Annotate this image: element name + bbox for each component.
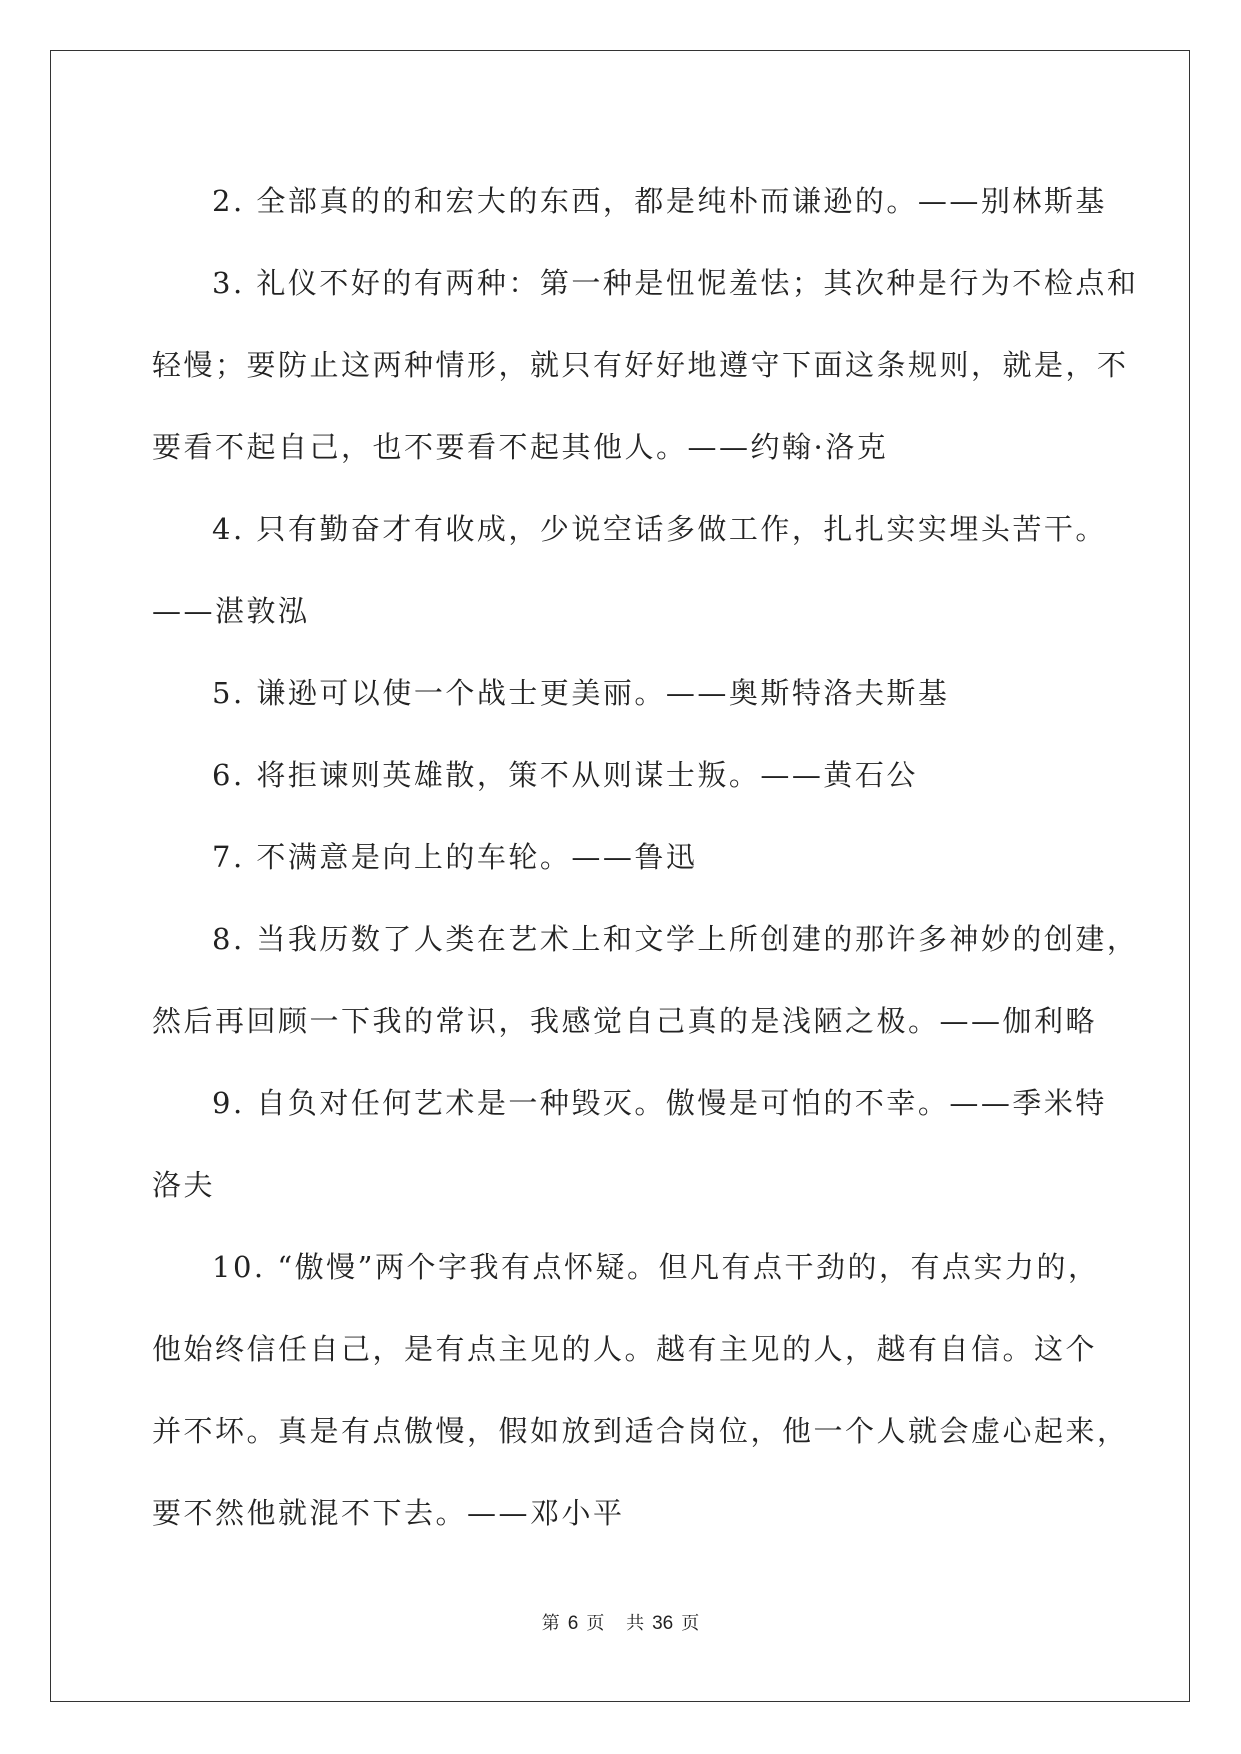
quote-line: 轻慢；要防止这两种情形，就只有好好地遵守下面这条规则，就是，不 <box>152 348 1129 382</box>
quote-line: 8. 当我历数了人类在艺术上和文学上所创建的那许多神妙的创建， <box>212 922 1139 956</box>
total-pages: 36 <box>652 1613 674 1634</box>
quote-line: ——湛敦泓 <box>152 594 310 628</box>
quote-line: 洛夫 <box>152 1168 216 1202</box>
quote-line: 要不然他就混不下去。——邓小平 <box>152 1496 625 1530</box>
quote-line: 4. 只有勤奋才有收成，少说空话多做工作，扎扎实实埋头苦干。 <box>212 512 1107 546</box>
quote-paragraph <box>152 1062 1107 1226</box>
quote-paragraph <box>152 160 1107 242</box>
quote-line: 10. “傲慢”两个字我有点怀疑。但凡有点干劲的，有点实力的， <box>212 1250 1100 1284</box>
total-prefix: 共 <box>626 1613 645 1634</box>
page-footer <box>0 1609 1241 1635</box>
quote-paragraph <box>152 242 1139 488</box>
page-indicator <box>538 1613 609 1634</box>
document-body <box>152 160 1139 1554</box>
quote-paragraph <box>152 734 1092 816</box>
quote-line: 他始终信任自己，是有点主见的人。越有主见的人，越有自信。这个 <box>152 1332 1098 1366</box>
quote-paragraph <box>152 898 1139 1062</box>
page-suffix: 页 <box>586 1613 605 1634</box>
page-number: 6 <box>567 1613 579 1634</box>
quote-line: 要看不起自己，也不要看不起其他人。——约翰·洛克 <box>152 430 889 464</box>
quote-line: 9. 自负对任何艺术是一种毁灭。傲慢是可怕的不幸。——季米特 <box>212 1086 1107 1120</box>
quote-line: 并不坏。真是有点傲慢，假如放到适合岗位，他一个人就会虚心起来， <box>152 1414 1129 1448</box>
page-prefix: 第 <box>541 1613 560 1634</box>
quote-line: 5. 谦逊可以使一个战士更美丽。——奥斯特洛夫斯基 <box>212 676 950 710</box>
total-suffix: 页 <box>681 1613 700 1634</box>
total-pages-indicator <box>622 1613 703 1634</box>
quote-paragraph <box>152 1226 1129 1554</box>
quote-paragraph <box>152 488 1107 652</box>
quote-line: 2. 全部真的的和宏大的东西，都是纯朴而谦逊的。——别林斯基 <box>212 184 1107 218</box>
quote-paragraph <box>152 652 1092 734</box>
quote-line: 然后再回顾一下我的常识，我感觉自己真的是浅陋之极。——伽利略 <box>152 1004 1098 1038</box>
quote-line: 6. 将拒谏则英雄散，策不从则谋士叛。——黄石公 <box>212 758 918 792</box>
quote-paragraph <box>152 816 1092 898</box>
quote-line: 7. 不满意是向上的车轮。——鲁迅 <box>212 840 698 874</box>
quote-line: 3. 礼仪不好的有两种：第一种是忸怩羞怯；其次种是行为不检点和 <box>212 266 1139 300</box>
